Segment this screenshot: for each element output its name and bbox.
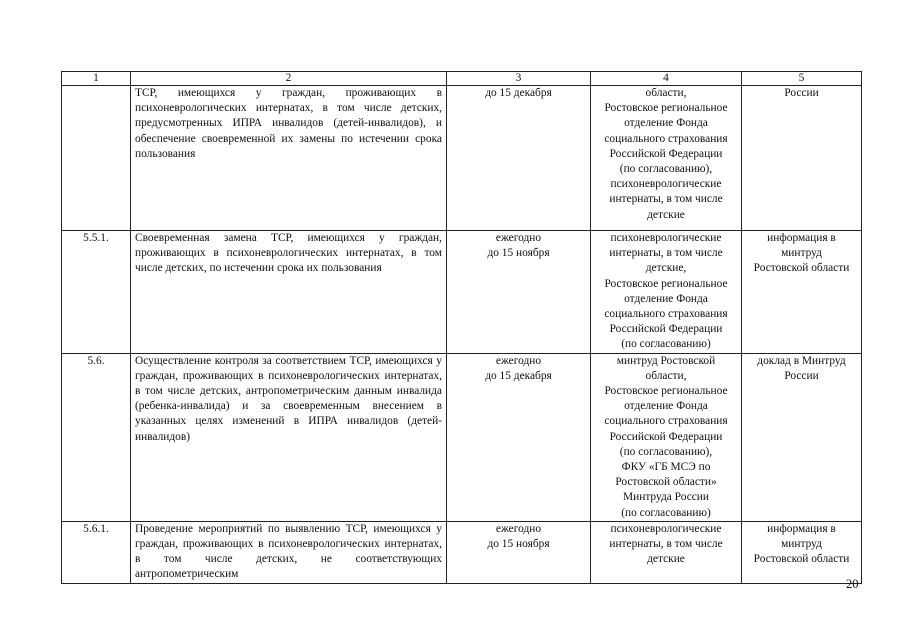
table-row <box>62 521 862 583</box>
exec-line: детские <box>647 208 685 221</box>
exec-line: Ростовское региональное <box>604 277 728 290</box>
exec-line: психоневрологические <box>610 178 722 191</box>
table-row <box>62 231 862 354</box>
deadline-line: ежегодно <box>495 522 542 535</box>
exec-line: (по согласованию), <box>619 445 713 458</box>
report-form-cell <box>742 231 862 354</box>
report-line: доклад в Минтруд <box>757 354 846 367</box>
item-number-cell: 5.5.1. <box>62 231 131 354</box>
report-line: минтруд <box>781 538 822 551</box>
deadline-line: до 15 ноября <box>487 538 550 551</box>
table-body <box>62 72 862 584</box>
report-line: Ростовской области <box>753 553 850 566</box>
exec-line: социального страхования <box>604 415 728 428</box>
report-line: информация в <box>767 522 836 535</box>
column-number-4: 4 <box>591 72 742 86</box>
report-line: России <box>784 369 819 382</box>
exec-line: минтруд Ростовской <box>616 354 716 367</box>
item-number-cell: 5.6.1. <box>62 521 131 583</box>
measure-description-cell: Проведение мероприятий по выявлению ТСР, имеющихся у граждан, проживающих в психоневрологических интернатах, в том числе детских, не соответствующих антропометрическим <box>131 521 447 583</box>
column-number-row <box>62 72 862 86</box>
report-line: информация в <box>767 232 836 244</box>
report-form-cell <box>742 86 862 231</box>
exec-line: детские <box>647 553 685 566</box>
exec-line: Российской Федерации <box>609 323 723 336</box>
measures-table <box>61 71 862 584</box>
measure-description-cell: Своевременная замена ТСР, имеющихся у граждан, проживающих в психоневрологических интернатах, в том числе детских, по истечении срока их пользования <box>131 231 447 354</box>
exec-line: ФКУ «ГБ МСЭ по <box>621 461 711 474</box>
deadline-line: до 15 ноября <box>487 247 550 260</box>
exec-line: (по согласованию), <box>619 163 713 176</box>
report-form-cell <box>742 353 862 521</box>
deadline-line: ежегодно <box>495 232 542 244</box>
executors-cell <box>591 231 742 354</box>
deadline-cell <box>447 86 591 231</box>
column-number-5: 5 <box>742 72 862 86</box>
exec-line: отделение Фонда <box>624 400 708 413</box>
executors-cell <box>591 353 742 521</box>
deadline-cell <box>447 521 591 583</box>
exec-line: Ростовской области» <box>615 476 717 489</box>
page-number: 20 <box>846 577 859 591</box>
exec-line: психоневрологические <box>610 522 722 535</box>
exec-line: социального страхования <box>604 308 728 321</box>
exec-line: детские, <box>645 262 687 275</box>
deadline-line: ежегодно <box>495 354 542 367</box>
executors-cell <box>591 86 742 231</box>
exec-line: области, <box>645 369 687 382</box>
column-number-3: 3 <box>447 72 591 86</box>
deadline-cell <box>447 231 591 354</box>
measure-description-cell: Осуществление контроля за соответствием ТСР, имеющихся у граждан, проживающих в психоневрологических интернатах, в том числе детских, антропометрическим данным инвалида (ребенка-инвалида) и за своевременным внесением в указанных целях изменений в ИПРА инвалидов (детей-инвалидов) <box>131 353 447 521</box>
report-form-cell <box>742 521 862 583</box>
table-row <box>62 86 862 231</box>
exec-line: интернаты, в том числе <box>609 538 723 551</box>
exec-line: Ростовское региональное <box>604 385 728 398</box>
report-line: минтруд <box>781 247 822 260</box>
exec-line: отделение Фонда <box>624 292 708 305</box>
exec-line: области, <box>645 87 687 99</box>
report-line: Ростовской области <box>753 262 850 275</box>
exec-line: (по согласованию) <box>621 338 711 351</box>
exec-line: Минтруда России <box>623 491 709 504</box>
deadline-line: до 15 декабря <box>485 369 552 382</box>
column-number-1: 1 <box>62 72 131 86</box>
table-row <box>62 353 862 521</box>
item-number-cell <box>62 86 131 231</box>
exec-line: Ростовское региональное <box>604 102 728 115</box>
executors-cell <box>591 521 742 583</box>
exec-line: интернаты, в том числе <box>609 247 723 260</box>
column-number-2: 2 <box>131 72 447 86</box>
exec-line: интернаты, в том числе <box>609 193 723 206</box>
exec-line: отделение Фонда <box>624 117 708 130</box>
deadline-cell <box>447 353 591 521</box>
deadline-line: до 15 декабря <box>485 87 552 99</box>
report-line: России <box>784 87 819 99</box>
exec-line: Российской Федерации <box>609 430 723 443</box>
exec-line: (по согласованию) <box>621 506 711 519</box>
exec-line: социального страхования <box>604 132 728 145</box>
measure-description-cell: ТСР, имеющихся у граждан, проживающих в психоневрологических интернатах, в том числе детских, предусмотренных ИПРА инвалидов (детей-инвалидов), и обеспечение своевременной их замены по истечении срока пользования <box>131 86 447 231</box>
exec-line: Российской Федерации <box>609 147 723 160</box>
item-number-cell: 5.6. <box>62 353 131 521</box>
exec-line: психоневрологические <box>610 232 722 244</box>
